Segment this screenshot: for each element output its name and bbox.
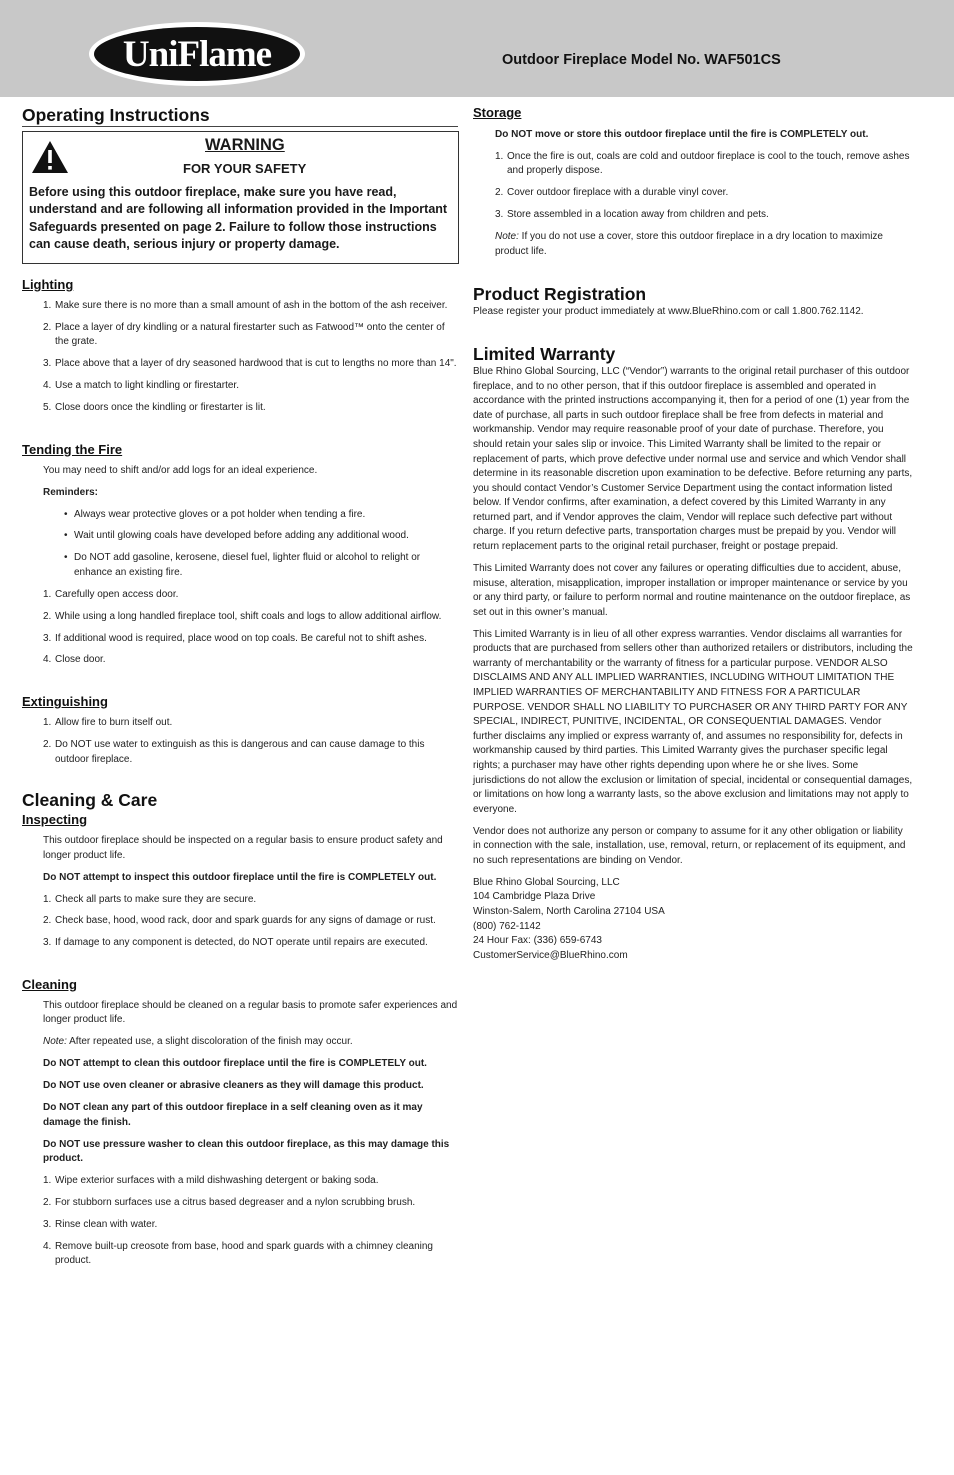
logo-badge: [94, 27, 300, 81]
list-item: 3. If additional wood is required, place wood on top coals. Be careful not to shift ashes.: [43, 632, 427, 644]
address-line: Blue Rhino Global Sourcing, LLC: [473, 876, 620, 888]
page-header: [0, 0, 954, 97]
list-item: 2. Do NOT use water to extinguish as this is dangerous and can cause damage to this outdoor fireplace.: [43, 738, 425, 765]
list-item: 3. Store assembled in a location away from children and pets.: [495, 209, 769, 221]
address-line: 104 Cambridge Plaza Drive: [473, 891, 596, 903]
list-item: 5. Close doors once the kindling or firestarter is lit.: [43, 402, 266, 414]
list-item: 3. Rinse clean with water.: [43, 1218, 158, 1230]
cleaning-note: Note: After repeated use, a slight discoloration of the finish may occur.: [43, 1036, 353, 1048]
list-item: 1. Allow fire to burn itself out.: [43, 717, 173, 729]
lighting-list: [22, 299, 458, 416]
list-item: • Always wear protective gloves or a pot holder when tending a fire.: [64, 508, 366, 520]
warning-title: WARNING: [205, 136, 285, 154]
list-item: 1. Once the fire is out, coals are cold and outdoor fireplace is cool to the touch, remove ashes and properly dispose.: [495, 150, 910, 177]
storage-warning: Do NOT move or store this outdoor fireplace until the fire is COMPLETELY out.: [495, 129, 869, 140]
cleaning-warning: Do NOT use oven cleaner or abrasive cleaners as they will damage this product.: [43, 1080, 424, 1092]
cleaning-warning: Do NOT use pressure washer to clean this outdoor fireplace, as this may damage this product.: [43, 1138, 450, 1165]
inspecting-intro: This outdoor fireplace should be inspected on a regular basis to ensure product safety and longer product life.: [43, 835, 443, 861]
storage-note: Note: If you do not use a cover, store this outdoor fireplace in a dry location to maximize product life.: [495, 231, 883, 257]
left-column: [22, 104, 458, 1276]
cleaning-warning: Do NOT clean any part of this outdoor fireplace in a self cleaning oven as it may damage the finish.: [43, 1102, 423, 1128]
warranty-paragraph: Blue Rhino Global Sourcing, LLC (“Vendor”) warrants to the original retail purchaser of this outdoor fireplace, and to no other person, that if this outdoor fireplace is assembled and operated in accordance with the printed instructions accompanying it, then for a period of one (1) year from the date of purchase, all parts in such outdoor fireplace shall be free from defects in material and workmanship. Vendor may require reasonable proof of your date of purchase. Therefore, you should retain your sales slip or invoice. This Limited Warranty shall be limited to the repair or replacement of parts, which prove defective under normal use and service and which Vendor shall determine in its reasonable discretion upon examination to be defective. Before returning any parts, you should contact Vendor’s Customer Service Department using the contact information listed below. If Vendor confirms, after examination, a defect covered by this Limited Warranty in any returned part, and if Vendor approves the claim, Vendor will replace such defective part without charge. If you return defective parts, transportation charges must be prepaid by you. Vendor will return replacement parts to the original retail purchaser, freight or postage prepaid.: [473, 365, 913, 553]
address-line: Winston-Salem, North Carolina 27104 USA: [473, 905, 665, 917]
list-item: 2. While using a long handled fireplace tool, shift coals and logs to allow additional airflow.: [43, 610, 442, 622]
storage-heading: Storage: [473, 105, 522, 120]
list-item: 3. Place above that a layer of dry seasoned hardwood that is cut to lengths no more than 14".: [43, 358, 457, 370]
address-line: CustomerService@BlueRhino.com: [473, 949, 628, 961]
list-item: 2. Check base, hood, wood rack, door and spark guards for any signs of damage or rust.: [43, 915, 436, 927]
list-item: 1. Make sure there is no more than a small amount of ash in the bottom of the ash receiver.: [43, 300, 448, 311]
list-item: 1. Wipe exterior surfaces with a mild dishwashing detergent or baking soda.: [43, 1175, 379, 1187]
extinguishing-heading: Extinguishing: [22, 694, 108, 710]
list-item: 2. Place a layer of dry kindling or a natural firestarter such as Fatwood™ onto the center of the grate.: [43, 321, 445, 348]
vendor-address: [473, 876, 913, 964]
list-item: • Do NOT add gasoline, kerosene, diesel fuel, lighter fluid or alcohol to relight or enhance an existing fire.: [64, 552, 421, 578]
product-registration-title: Product Registration: [473, 284, 647, 305]
list-item: 2. Cover outdoor fireplace with a durable vinyl cover.: [495, 187, 729, 199]
list-item: • Wait until glowing coals have developed before adding any additional wood.: [64, 530, 409, 542]
reminders-label: Reminders:: [43, 486, 99, 498]
list-item: 4. Use a match to light kindling or firestarter.: [43, 380, 239, 392]
address-line: (800) 762-1142: [473, 920, 541, 932]
warning-subtitle: FOR YOUR SAFETY: [183, 161, 307, 176]
limited-warranty-title: Limited Warranty: [473, 343, 616, 364]
cleaning-list: [22, 1174, 458, 1269]
uniflame-logo: [89, 22, 305, 86]
reminders-list: [22, 508, 458, 581]
storage-list: [473, 150, 913, 223]
warning-body: Before using this outdoor fireplace, make sure you have read, understand and are following all information provided in the Important Safeguards presented on page 2. Failure to follow those instructions can cause death, serious injury or property damage.: [29, 185, 448, 251]
inspecting-heading: Inspecting: [22, 812, 88, 828]
warranty-paragraph: Vendor does not authorize any person or company to assume for it any other obligation or liability in connection with the sale, installation, use, removal, return, or replacement of its equipment, and no such representations are binding on Vendor.: [473, 825, 906, 866]
cleaning-care-title: Cleaning & Care: [22, 790, 158, 811]
warning-box: [22, 131, 459, 264]
warranty-paragraph: This Limited Warranty does not cover any failures or operating difficulties due to accident, abuse, misuse, alteration, misapplication, improper installation or improper maintenance or service by you or any third party, or failure to perform normal and routine maintenance on the outdoor fireplace, as set out in this owner’s manual.: [473, 562, 911, 618]
model-number: Outdoor Fireplace Model No. WAF501CS: [502, 52, 781, 68]
tending-intro: You may need to shift and/or add logs for an ideal experience.: [43, 464, 318, 476]
registration-body: Please register your product immediately at www.BlueRhino.com or call 1.800.762.1142.: [473, 306, 864, 318]
address-line: 24 Hour Fax: (336) 659-6743: [473, 935, 602, 947]
list-item: 2. For stubborn surfaces use a citrus based degreaser and a nylon scrubbing brush.: [43, 1196, 416, 1208]
logo-text: UniFlame: [122, 33, 272, 75]
list-item: 1. Check all parts to make sure they are secure.: [43, 893, 257, 905]
cleaning-intro: This outdoor fireplace should be cleaned on a regular basis to promote safer experiences and longer product life.: [43, 999, 458, 1026]
list-item: 4. Close door.: [43, 654, 106, 666]
right-column: [473, 104, 913, 963]
list-item: 3. If damage to any component is detected, do NOT operate until repairs are executed.: [43, 937, 428, 949]
extinguishing-list: [22, 716, 458, 767]
cleaning-warning: Do NOT attempt to clean this outdoor fireplace until the fire is COMPLETELY out.: [43, 1058, 427, 1070]
tending-steps: [22, 588, 458, 668]
warranty-paragraph: This Limited Warranty is in lieu of all other express warranties. Vendor disclaims all warranties for products that are purchased from sellers other than authorized retailers or distributors, including the warranty of merchantability or the warranty of fitness for a particular purpose. VENDOR ALSO DISCLAIMS AND ANY ALL IMPLIED WARRANTIES, INCLUDING WITHOUT LIMITATION THE IMPLIED WARRANTIES OF MERCHANTABILITY AND FITNESS FOR A PARTICULAR PURPOSE. VENDOR SHALL NO LIABILITY TO PURCHASER OR ANY THIRD PARTY FOR ANY SPECIAL, INDIRECT, PUNITIVE, INCIDENTAL, OR CONSEQUENTIAL DAMAGES. Vendor further disclaims any implied or express warranty of, and assumes no responsibility for, defects in workmanship caused by third parties. This Limited Warranty gives the purchaser specific legal rights; a purchaser may have other rights depending upon where he or she lives. Some jurisdictions do not allow the exclusion or limitation of special, incidental or consequential damages, or limitations on how long a warranty lasts, so the above exclusion and limitations may not apply to everyone.: [473, 628, 913, 815]
inspecting-warning: Do NOT attempt to inspect this outdoor fireplace until the fire is COMPLETELY out.: [43, 871, 437, 883]
lighting-heading: Lighting: [22, 277, 74, 292]
operating-instructions-title: Operating Instructions: [22, 104, 458, 127]
cleaning-heading: Cleaning: [22, 976, 77, 992]
warning-triangle-icon: [31, 140, 69, 174]
inspecting-list: [22, 893, 458, 951]
list-item: 4. Remove built-up creosote from base, hood and spark guards with a chimney cleaning product.: [43, 1240, 433, 1267]
list-item: 1. Carefully open access door.: [43, 588, 179, 600]
tending-heading: Tending the Fire: [22, 441, 123, 457]
